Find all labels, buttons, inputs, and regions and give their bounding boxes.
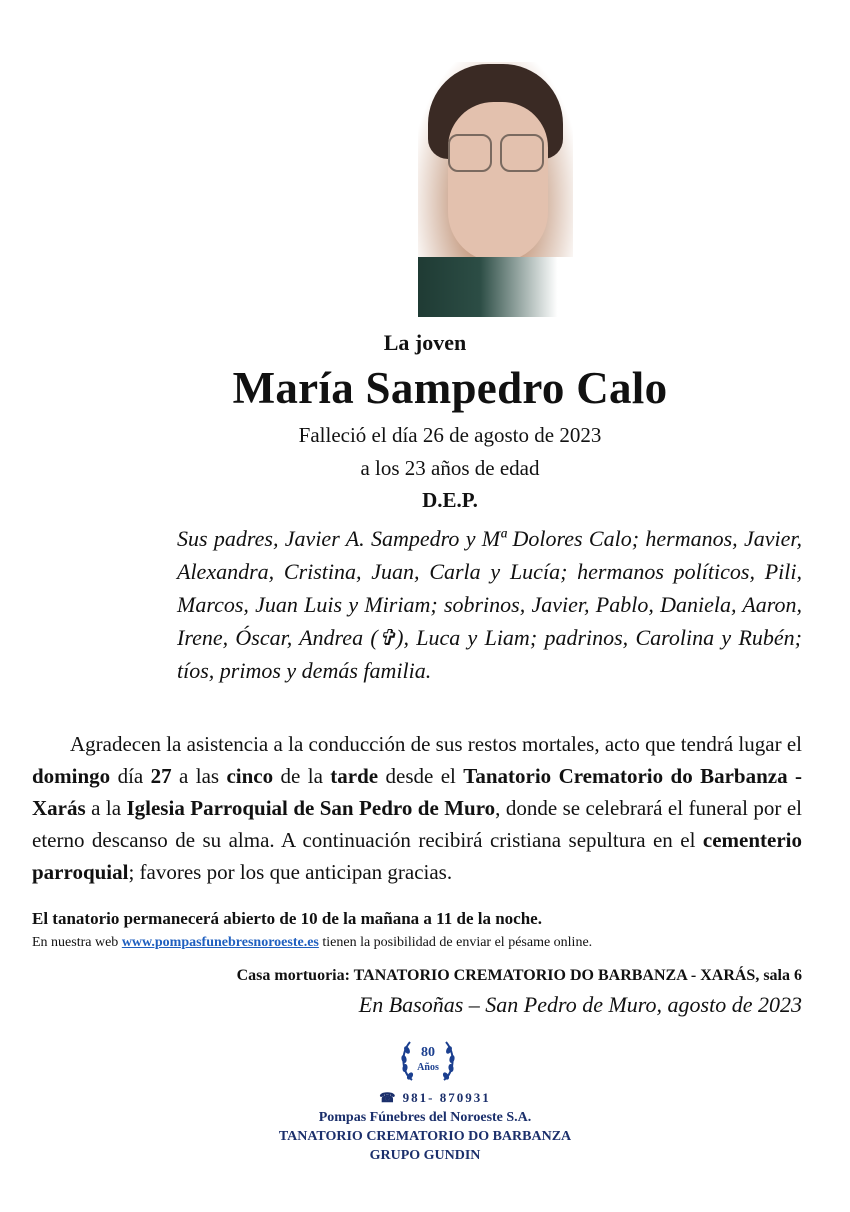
cross-icon: ✞ bbox=[377, 625, 397, 650]
deceased-name: María Sampedro Calo bbox=[232, 363, 668, 413]
phone-icon: ☎ bbox=[379, 1090, 398, 1105]
opening-hours: El tanatorio permanecerá abierto de 10 de la mañana a 11 de la noche. bbox=[32, 909, 542, 928]
place-date: En Basoñas – San Pedro de Muro, agosto de 2023 bbox=[358, 992, 802, 1017]
website-link[interactable]: www.pompasfunebresnoroeste.es bbox=[121, 935, 319, 950]
anniversary-logo-icon bbox=[398, 1034, 458, 1086]
family-list: Sus padres, Javier A. Sampedro y Mª Dolores Calo; hermanos, Javier, Alexandra, Cristina, Juan, Carla y Lucía; hermanos políticos, Pili, Marcos, Juan Luis y Miriam; sobrinos, Javier, Pablo, Daniela, Aaron, Irene, Óscar, Andrea (✞), Luca y Liam; padrinos, Carolina y Rubén; tíos, primos y demás familia. bbox=[177, 526, 802, 683]
ceremony-paragraph: Agradecen la asistencia a la conducción de sus restos mortales, acto que tendrá lugar el domingo día 27 a las cinco de la tarde desde el Tanatorio Crematorio do Barbanza - Xarás a la Iglesia Parroquial de San Pedro de Muro, donde se celebrará el funeral por el eterno descanso de su alma. A continuación recibirá cristiana sepultura en el cementerio parroquial; favores por los que anticipan gracias. bbox=[32, 732, 802, 884]
death-date-line: Falleció el día 26 de agosto de 2023 bbox=[298, 423, 602, 447]
web-notice: En nuestra web www.pompasfunebresnoroeste.es tienen la posibilidad de enviar el pésame online. bbox=[32, 935, 593, 950]
dep-text: D.E.P. bbox=[422, 488, 478, 512]
portrait-photo bbox=[418, 62, 573, 317]
company-facility: TANATORIO CREMATORIO DO BARBANZA bbox=[278, 1129, 572, 1144]
age-line: a los 23 años de edad bbox=[360, 456, 540, 480]
intro-text: La joven bbox=[383, 330, 467, 355]
company-name: Pompas Fúnebres del Noroeste S.A. bbox=[318, 1110, 532, 1125]
phone-number: ☎ 981- 870931 bbox=[379, 1090, 491, 1105]
svg-text:80: 80 bbox=[421, 1045, 435, 1060]
svg-text:Años: Años bbox=[417, 1062, 439, 1073]
funeral-home-line: Casa mortuoria: TANATORIO CREMATORIO DO BARBANZA - XARÁS, sala 6 bbox=[236, 967, 802, 984]
company-group: GRUPO GUNDIN bbox=[369, 1148, 481, 1163]
